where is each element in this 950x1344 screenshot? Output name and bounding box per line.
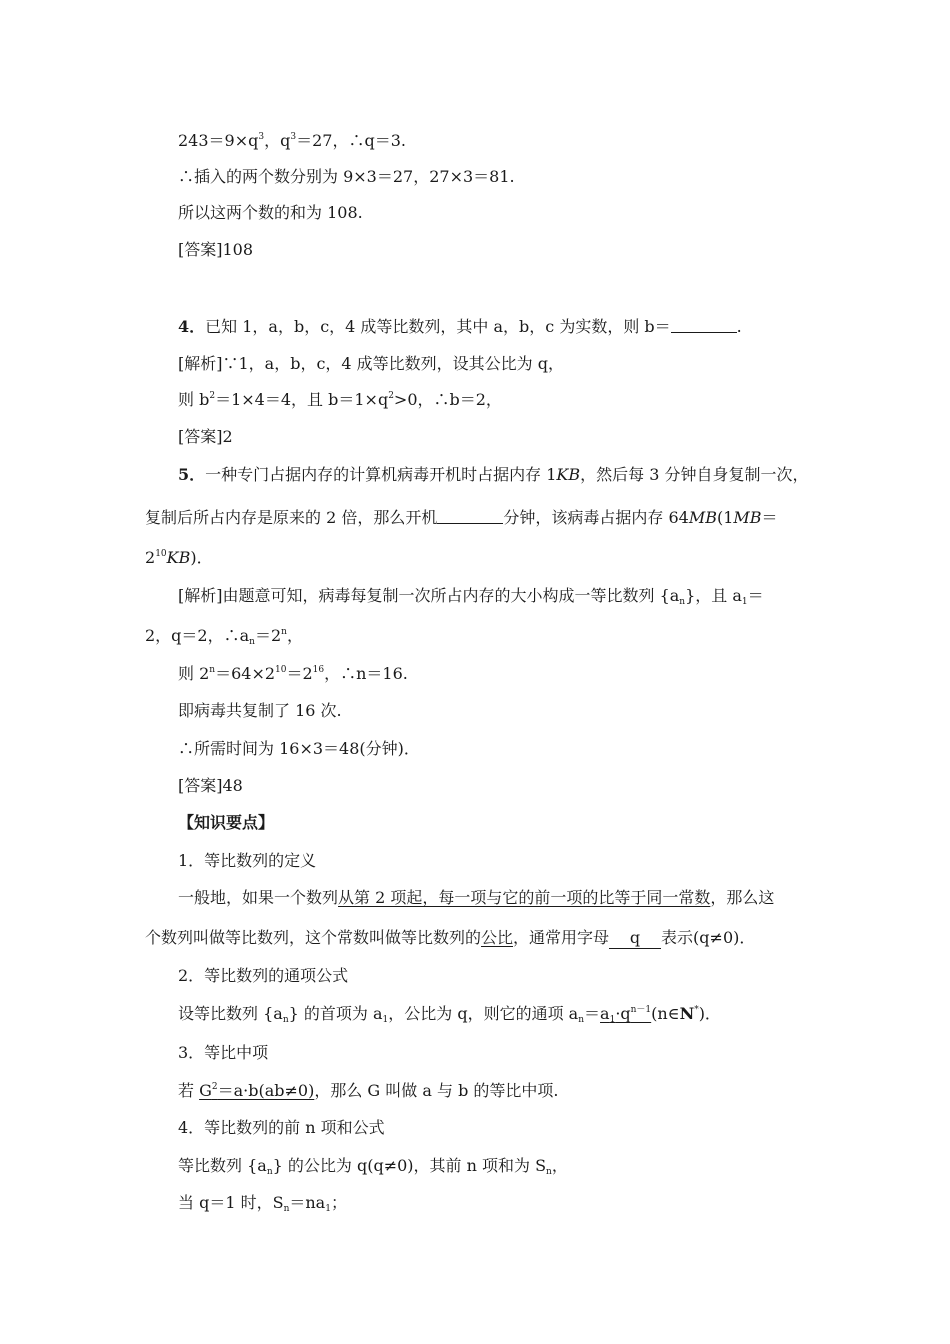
subsection-title: 2．等比数列的通项公式: [178, 966, 349, 985]
formula-line: 等比数列 $\{a_n\}$ 的公比为 q(q≠0)，其前 n 项和为 $S_n$，: [178, 1156, 568, 1177]
analysis-line: 即病毒共复制了 16 次.: [178, 701, 342, 720]
formula-line: 当 q＝1 时，$S_n=na_1$；: [178, 1193, 347, 1214]
answer-blank: [437, 509, 503, 524]
solution-line: 所以这两个数的和为 108.: [178, 203, 363, 222]
analysis-line: 则 $2^n=64\times 2^{10}=2^{16}$，∴n＝16.: [178, 664, 408, 683]
answer-line: [答案]108: [178, 240, 254, 259]
analysis-line: ∴所需时间为 16×3＝48(分钟)．: [178, 739, 420, 758]
question-5: 5．一种专门占据内存的计算机病毒开机时占据内存 1KB，然后每 3 分钟自身复制一次，: [178, 465, 809, 484]
analysis-line: 则 $b^2=1\times 4=4$，且 $b=1\times q^2>0$，∴b＝2，: [178, 390, 502, 409]
definition-line: 若 $G^2=a\cdot b(ab\ne 0)$，那么 G 叫做 a 与 b 的等比中项.: [178, 1081, 559, 1100]
section-title: 【知识要点】: [178, 813, 275, 832]
question-5-cont: $2^{10}KB$)．: [145, 548, 213, 567]
question-5-cont: 复制后所占内存是原来的 2 倍，那么开机 分钟，该病毒占据内存 64MB(1MB＝: [145, 508, 778, 527]
solution-line: $243=9\times q^3$，$q^3=27$，∴q＝3.: [178, 131, 406, 150]
solution-line: ∴插入的两个数分别为 9×3＝27，27×3＝81.: [178, 167, 515, 186]
answer-line: [答案]48: [178, 776, 243, 795]
answer-line: [答案]2: [178, 427, 233, 446]
question-4: 4．已知 1，a，b，c，4 成等比数列，其中 a，b，c 为实数，则 b＝ .: [178, 317, 742, 336]
subsection-title: 1．等比数列的定义: [178, 851, 317, 870]
analysis-line: 2，q＝2，$\therefore a_n=2^n$，: [145, 626, 303, 647]
analysis-line: [解析]∵1，a，b，c，4 成等比数列，设其公比为 q，: [178, 354, 565, 373]
definition-line: 个数列叫做等比数列，这个常数叫做等比数列的公比，通常用字母 q 表示(q≠0)．: [145, 928, 756, 947]
analysis-line: [解析]由题意可知，病毒每复制一次所占内存的大小构成一等比数列 $\{a_n\}$，且 $a_1=$: [178, 586, 764, 607]
formula-line: 设等比数列 $\{a_n\}$ 的首项为 $a_1$，公比为 q，则它的通项 $a_n=a_1\cdot q^{n-1}(n\in N^*)$．: [178, 1004, 721, 1025]
subsection-title: 4．等比数列的前 n 项和公式: [178, 1118, 385, 1137]
answer-blank: [671, 318, 737, 333]
subsection-title: 3．等比中项: [178, 1043, 269, 1062]
definition-line: 一般地，如果一个数列从第 2 项起，每一项与它的前一项的比等于同一常数，那么这: [178, 888, 775, 907]
